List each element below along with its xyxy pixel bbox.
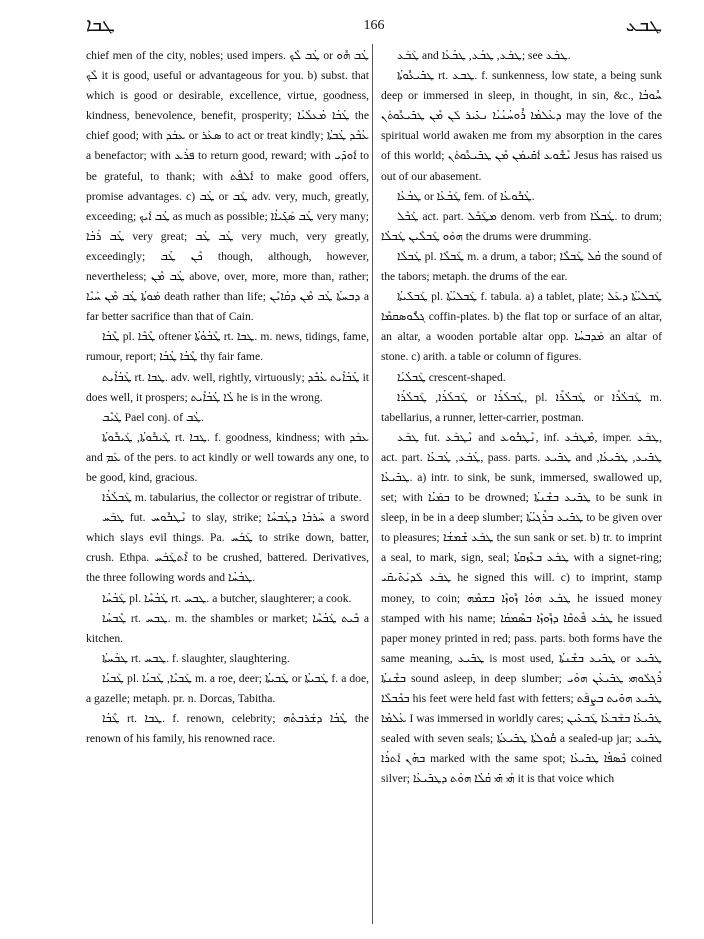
entry: ܛܒܺܝܥܽܘܬܳܐ rt. ܛܒܥ. f. sunkenness, low state, a being sunk deep or immersed in sleep, in thought, in sin, &c., ܚܽܘܒܳܐ ܕܥܳܠܡܳܐ ܪܽܘܚܳܢܳܝܳܐ ܢܥܺܝܪ ܠܰܢ ܡܶܢ ܛܒܺܝܥܽܘܬܰܢ may the love of the spiritual world awaken me from my absorption in the cares of this world; ܝܶܫܽܘܥ ܐܰܩܺܝܡܰܢ ܡܶܢ ܛܒܺܝܥܽܘܬܰܢ Jesus has raised us out of our abasement. (381, 69, 663, 183)
column-divider (372, 44, 373, 924)
entry: ܛܶܒܳܐ pl. ܛܶܒܶܐ oftener ܛܶܒܳܘܳܬܳܐ rt. ܛܒܐ. m. news, tidings, fame, rumour, report; ܛܶܒܳܐ ܛܳܒܳܐ thy fair fame. (86, 330, 369, 364)
entry: ܛܶܒܳܐ rt. ܛܒܐ. f. renown, celebrity; ܛܶܒܳܐ ܕܫܰܪܒܬܶܗ the renown of his family, his renowned race. (86, 712, 370, 746)
entry: ܛܰܒܠܳܪܳܐ m. tabularius, the collector or registrar of tribute. (102, 491, 362, 505)
entry: ܛܰܝܒܽܘܬܳܐ, ܛܰܝܒܽܘܬܳܐ rt. ܛܒܐ. f. goodness, kindness; with ܥܒܰܕ and ܥܰܡ of the pers. to act kindly or well towards any one, to be good, kind, gracious. (86, 430, 369, 484)
entry: ܛܒܳܚܬܳܐ rt. ܛܒܚ. f. slaughter, slaughtering. (102, 651, 290, 665)
running-header (86, 14, 662, 42)
entry: ܛܰܒܠܳܪܳܐ, ܛܰܒܠܳܪܳܐ or ܛܰܒܠܳܪܳܐ, pl. ܛܰܒܠܳܪܶܐ or ܛܰܒܠܳܪܶܐ m. tabellarius, a runner, letter-carrier, postman. (381, 390, 662, 424)
entry: ܛܰܒܰܥ and ܛܒܰܥ, ܛܒܳܥ, ܛܒܳܥܳܐ; see ܛܒܰܥ. (397, 49, 571, 62)
entry: ܛܰܒܠܳܝܳܐ crescent-shaped. (397, 370, 506, 384)
entry: ܛܒܰܚ fut. ܢܶܛܒܽܘܚ to slay, strike; ܚܰܪܒܳܐ ܕܛܳܒܚܳܐ a sword which slays evil things. Pa. ܛܰܒܰܚ to strike down, batter, crush. Ethpa. ܐܶܬܛܰܒܰܚ to be crushed, battered. Derivatives, the three following words and ܛܒܳܚܳܐ. (86, 511, 370, 585)
left-column (86, 46, 369, 749)
entry: ܛܳܒܳܐܺܝܬ rt. ܛܒܐ. adv. well, rightly, virtuously; ܛܳܒܳܐܺܝܬ ܥܳܒܶܕ it does well, it prospers; ܠܳܐ ܛܳܒܳܐܺܝܬ he is in the wrong. (86, 370, 370, 404)
header-left-word: ܛܒܐ (86, 14, 115, 36)
entry: ܛܰܒܶܠ act. part. ܡܛܰܒܶܠ denom. verb from ܛܰܒܠܳܐ. to drum; ܗܘܰܘ ܛܰܒܠܶܝܢ ܛܰܒܠܳܐ the drums were drumming. (381, 209, 662, 243)
header-right-word: ܛܒܥ (625, 14, 662, 36)
right-column (381, 46, 662, 789)
entry: ܛܰܒܝܳܐ pl. ܛܰܒܝܶܐ, ܛܰܒܝܳܐ m. a roe, deer; ܛܰܒܝܬܳܐ or ܛܰܒܝܬܳܐ f. a doe, a gazelle; metaph. pr. n. Dorcas, Tabitha. (86, 671, 369, 705)
page-number: 166 (363, 18, 385, 33)
entry: ܛܒܰܥ fut. ܢܶܛܒܰܥ and ܢܶܛܒܽܘܥ, inf. ܡܶܛܒܰܥ, imper. ܛܒܰܥ, act. part. ܛܳܒܰܥ, ܛܳܒܥܳܐ, pass. parts. ܛܒܺܝܥ and ܛܒܺܝܥ, ܛܒܺܝܥܳܐ, ܛܒܺܝܥܳܐ. a) intr. to sink, be sunk, immersed, swallowed up, set; with ܒܡܰܝܳܐ to be drowned; ܛܒܺܝܥ ܒܫܶܢܬܳܐ to be sunk in sleep, in be in a deep slumber; ܛܒܺܝܥ ܒܪܶܓܝܳܬܳܐ to be given over to pleasures; ܛܒܰܥ ܫܶܡܫܳܐ the sun sank or set. b) tr. to imprint a seal, to mark, sign, seal; ܛܒܰܥ ܒܥܶܙܩܬܳܐ with a signet-ring; ܛܒܰܥ ܠܰܕܝܰܬܺܝܩܺܝ he signed this will. c) to imprint, stamp money, to coin; ܛܒܰܥ ܗܘܳܐ ܙܽܘܙܶܐ ܒܫܡܶܗ he issued money stamped with his name; ܛܒܰܥ ܦܶܬܩܶܐ ܕܙܽܘܙܶܐ ܒܣܶܡܩܳܐ he issued paper money printed in red; pass. parts. both forms have the same meaning, ܛܒܺܝܥ is most used, ܛܒܺܝܥ ܒܫܶܢܬܳܐ or ܛܒܺܝܥ ܒܫܶܢܬܳܐ sound asleep, in deep slumber; ܪܶܓܠܰܘܗܝ ܛܒܺܝܥܳܢ ܗܘܳܝ ܒܟܶܒܠܶܐ his feet were held fast with fetters; ܛܒܺܝܥ ܗܘܺܝܬ ܒܨܦܰܬ ܥܳܠܡܳܐ I was immersed in worldly cares; ܛܒܺܝܥܳܐ ܒܫܰܒܥܳܐ ܛܰܒܥܺܝܢ sealed with seven seals; ܩܽܘܠܬܳܐ ܛܒܺܝܥܬܳܐ a sealed-up jar; ܛܒܺܝܥ ܒܗܳܢ ܐܰܬܪܳܐ marked with the same spot; ܟܶܣܦܳܐ ܛܒܺܝܥܳܐ coined silver; ܗܳܝ ܗܺܝ ܩܳܠܳܐ ܗܘܳܬ ܕܛܒܺܝܥܳܐ it is that voice which (381, 430, 663, 786)
entry: ܛܶܒܚܳܐ rt. ܛܒܚ. m. the shambles or market; ܒܶܝܬ ܛܰܒܳܚܶܐ a kitchen. (86, 611, 369, 645)
entry: ܛܰܒܳܚܳܐ pl. ܛܰܒܳܚܶܐ rt. ܛܒܚ. a butcher, slaughterer; a cook. (102, 591, 352, 605)
entry: ܛܒܳܥܳܐ or ܛܰܒܳܥܳܐ fem. of ܛܳܒܽܘܥܳܐ. (397, 189, 535, 203)
entry: ܛܰܒܠܳܐ pl. ܛܰܒܠܶܐ m. a drum, a tabor; ܩܳܠ ܛܰܒܠܶܐ the sound of the tabors; metaph. the drums of the ear. (381, 249, 662, 284)
entry: ܛܰܒܠܺܝܬܳܐ pl. ܛܰܒܠܝܳܬܳܐ f. tabula. a) a tablet, plate; ܛܰܒܠܝܳܬܳܐ ܕܥܰܠ ܓܠܽܘܣܩܡܶܐ coffin-plates. b) the flat top or surface of an altar, an altar, a wooden portable altar opp. ܡܰܕܒܚܳܐ an altar of stone. c) arith. a table or column of figures. (381, 290, 663, 364)
entry: chief men of the city, nobles; used impers. ܛܳܒ ܠܶܟ or ܛܳܒ ܗܽܘ ܠܶܟ it is good, useful or advantageous for you. b) subst. that which is good or desirable, excellence, virtue, goodness, kindness, benevolence, benefit, prosperity; ܛܳܒܳܐ ܡܳܥܠܳܝܳܐ the chief good; with ܥܒܰܕ or ܣܥܰܪ to act or treat kindly; ܥܳܒܶܕ ܛܳܒܬܳܐ a benefactor; with ܦܪܰܥ to return good, reward; with ܐܰܘܕܺܝ to be grateful, to thank; with ܐܰܠܦܶܬ to make good offers, promise advantages. c) ܛܳܒ or ܛܰܒ adv. very, much, greatly, exceeding; ܛܳܒ ܐܰܝܟ as much as possible; ܛܳܒ ܣܰܓܺܝܐܳܐ very many; ܛܳܒ ܪܰܒܳܐ very great; ܛܳܒ ܛܳܒ very much, very greatly, exceedingly; ܟܶܢ ܛܳܒ though, although, however, nevertheless; ܛܳܒ ܡܶܢ above, over, more, more than, rather; ܡܰܘܬܳܐ ܛܳܒ ܡܶܢ ܚܰܝܶܐ death rather than life; ܕܒܚܬܳܐ ܛܳܒ ܡܶܢ ܕܩܳܐܝܶܢ a far better sacrifice than that of Cain. (86, 49, 370, 324)
entry: ܛܰܝܶܒ Pael conj. of ܛܳܒ. (102, 410, 205, 424)
